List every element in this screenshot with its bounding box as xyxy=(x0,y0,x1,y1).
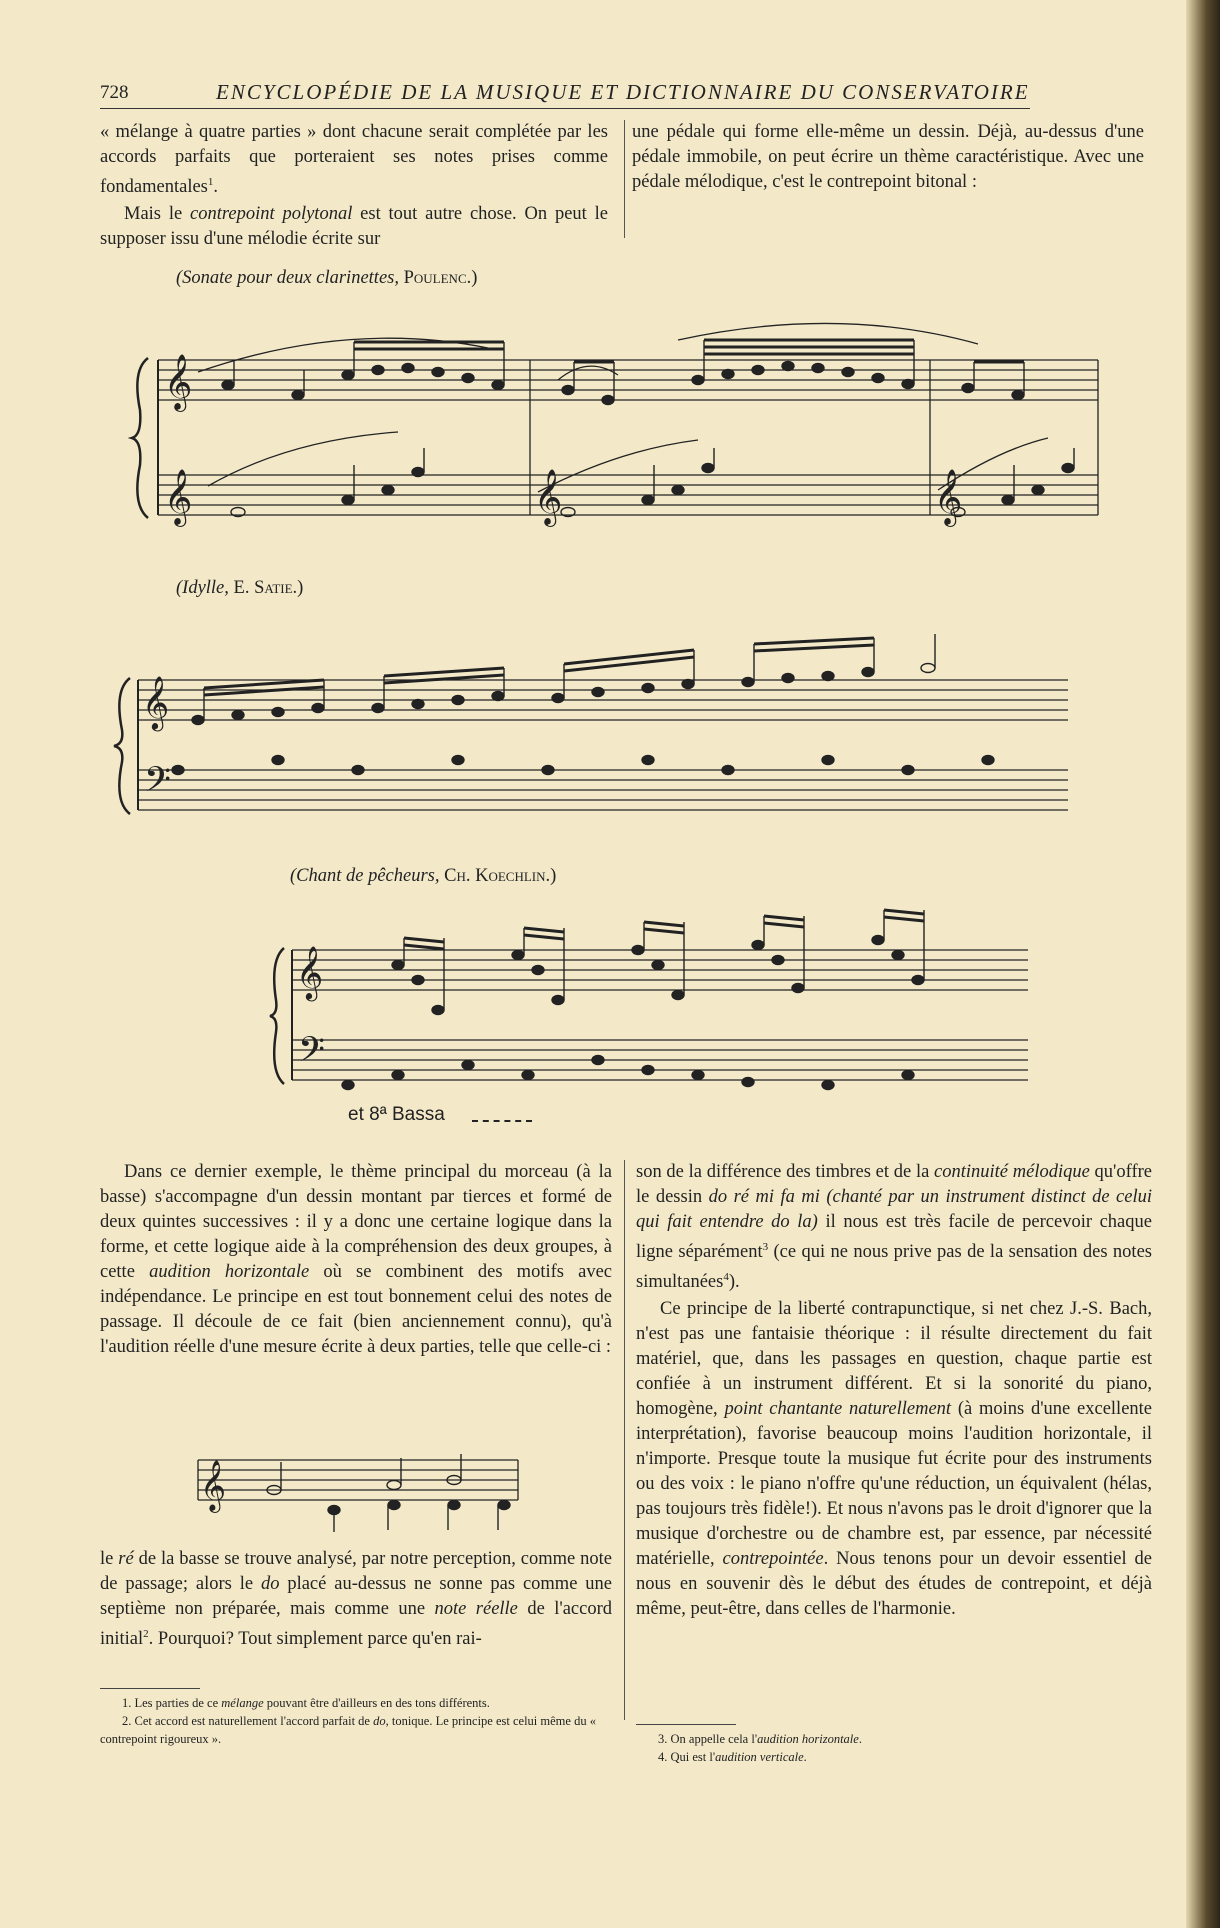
score-poulenc xyxy=(118,300,1118,545)
svg-text:𝄞: 𝄞 xyxy=(934,469,963,525)
svg-text:𝄢: 𝄢 xyxy=(144,759,172,808)
bottom-left-column xyxy=(100,1160,612,1360)
paragraph: une pédale qui forme elle-même un dessin. Déjà, au-dessus d'une pédale immobile, on peut écrire un thème caractéristique. Avec une pédale mélodique, c'est le contrepoint bitonal : xyxy=(632,122,1144,192)
example-caption-satie: (Idylle, E. Satie.) xyxy=(176,578,304,598)
example-caption-poulenc: (Sonate pour deux clarinettes, Poulenc.) xyxy=(176,268,478,288)
paragraph: le ré de la basse se trouve analysé, par notre perception, comme note de passage; alors le do placé au-dessus ne sonne pas comme une septième non préparée, mais comme une note réelle de l'accord initial$^2$. Pourquoi? Tout simplement parce qu'en rai- xyxy=(100,1549,612,1650)
footnote-1: 1. Les parties de ce mélange pouvant être d'ailleurs en des tons différents. xyxy=(122,1696,490,1710)
column-divider xyxy=(624,120,625,238)
paragraph: « mélange à quatre parties » dont chacune serait complétée par les accords parfaits que porteraient ses notes prises comme fondamentales$^1$. xyxy=(100,122,608,198)
score-two-part-measure xyxy=(194,1442,524,1532)
svg-text:𝄞: 𝄞 xyxy=(164,469,193,525)
footnote-3: 3. On appelle cela l'audition horizontale. xyxy=(658,1732,862,1746)
footnote-4: 4. Qui est l'audition verticale. xyxy=(658,1750,807,1764)
ottava-bassa-marking: et 8ª Bassa xyxy=(348,1104,445,1125)
top-left-column xyxy=(100,120,608,252)
svg-text:𝄞: 𝄞 xyxy=(142,675,170,729)
page-header xyxy=(100,80,1030,109)
ottava-dashed-line xyxy=(472,1120,532,1122)
svg-text:𝄞: 𝄞 xyxy=(200,1460,227,1511)
running-title: ENCYCLOPÉDIE DE LA MUSIQUE ET DICTIONNAIRE DU CONSERVATOIRE xyxy=(216,80,1030,104)
svg-text:𝄞: 𝄞 xyxy=(296,945,324,999)
footnotes-left xyxy=(100,1694,612,1748)
paragraph: Dans ce dernier exemple, le thème principal du morceau (à la basse) s'accompagne d'un dessin montant par tierces et formé de deux quintes successives : il y a donc une certaine logique dans la forme, et cette logique aide à la compréhension des deux groupes, à cette audition horizontale où se combinent des motifs avec indépendance. Le principe en est tout bonnement celui des notes de passage. Il découle de ce fait (bien anciennement connu), qu'à l'audition réelle d'une mesure écrite à deux parties, telle que celle-ci : xyxy=(100,1162,613,1357)
svg-text:𝄢: 𝄢 xyxy=(298,1029,326,1078)
bottom-left-column-continued xyxy=(100,1547,612,1652)
page-number: 728 xyxy=(100,82,129,103)
bottom-right-column xyxy=(636,1160,1152,1622)
page-edge xyxy=(1186,0,1220,1928)
column-divider xyxy=(624,1160,625,1720)
paragraph: son de la différence des timbres et de la continuité mélodique qu'offre le dessin do ré mi fa mi (chanté par un instrument distinct de celui qui fait entendre do la) il nous est très facile de percevoir chaque ligne séparément$^3$ (ce qui ne nous prive pas de la sensation des notes simultanées$^4$). xyxy=(636,1162,1152,1293)
paragraph: Ce principe de la liberté contrapunctique, si net chez J.-S. Bach, n'est pas une fantaisie théorique : il résulte directement du fait matériel, que, dans les passages en question, chaque partie est confiée à un instrument différent. Et si la sonorité du piano, homogène, point chantante naturellement (à moins d'une excellente interprétation), favorise beaucoup moins l'audition horizontale, il n'importe. Presque toute la musique fut écrite pour des instruments ou des voix : le piano n'offre qu'une réduction, un équivalent (hélas, pas toujours très fidèle!). Et nous n'avons pas le droit d'ignorer que la musique d'orchestre ou de chambre est, par essence, par nécessité matérielle, contrepointée. Nous tenons pour un devoir essentiel de nous en souvenir dès le début des études de contrepoint, et déjà même, peut-être, dans celles de l'harmonie. xyxy=(636,1299,1153,1620)
footnote-rule xyxy=(636,1724,736,1725)
svg-text:𝄞: 𝄞 xyxy=(534,469,563,525)
example-caption-koechlin: (Chant de pêcheurs, Ch. Koechlin.) xyxy=(290,866,557,886)
top-right-column xyxy=(632,120,1144,195)
footnotes-right xyxy=(636,1730,1152,1766)
paragraph: Mais le contrepoint polytonal est tout autre chose. On peut le supposer issu d'une mélodie écrite sur xyxy=(100,204,608,250)
footnote-2: 2. Cet accord est naturellement l'accord parfait de do, tonique. Le principe est celui même du « contrepoint rigoureux ». xyxy=(100,1714,596,1746)
svg-text:𝄞: 𝄞 xyxy=(164,354,193,410)
score-satie xyxy=(108,620,1088,830)
footnote-rule xyxy=(100,1688,200,1689)
score-koechlin xyxy=(268,900,1038,1120)
